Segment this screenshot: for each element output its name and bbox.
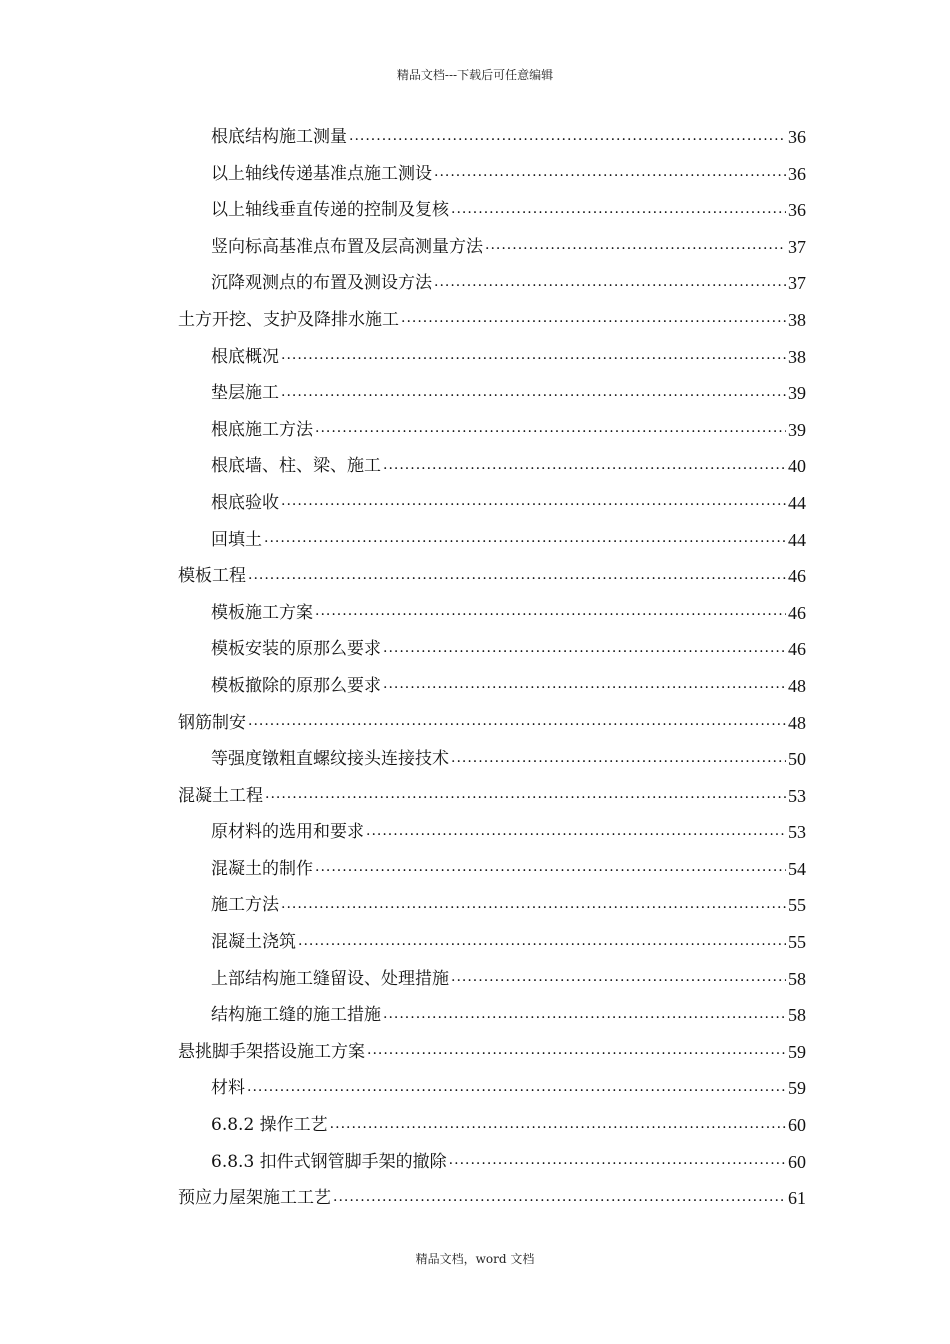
toc-entry[interactable] <box>0 1107 806 1144</box>
toc-dot-leader <box>315 594 786 632</box>
toc-entry-title: 6.8.3 扣件式钢管脚手架的撤除 <box>211 1151 447 1172</box>
toc-entry-title: 施工方法 <box>211 895 279 916</box>
toc-entry[interactable] <box>0 339 806 376</box>
toc-dot-leader <box>315 850 786 888</box>
toc-entry-title: 模板施工方案 <box>211 602 313 623</box>
toc-entry-title: 以上轴线传递基准点施工测设 <box>211 163 432 184</box>
toc-entry-page-number: 44 <box>788 492 806 513</box>
toc-entry-title: 垫层施工 <box>211 383 279 404</box>
page-header: 精品文档---下载后可任意编辑 <box>396 68 554 82</box>
toc-entry[interactable] <box>0 705 806 742</box>
toc-dot-leader <box>366 814 786 852</box>
toc-entry-title: 等强度镦粗直螺纹接头连接技术 <box>211 749 449 770</box>
toc-entry-title: 原材料的选用和要求 <box>211 822 364 843</box>
toc-entry[interactable] <box>0 1034 806 1071</box>
toc-entry-page-number: 46 <box>788 639 806 660</box>
toc-entry-title: 悬挑脚手架搭设施工方案 <box>178 1041 365 1062</box>
toc-dot-leader <box>401 301 786 339</box>
toc-entry-page-number: 46 <box>788 566 806 587</box>
toc-dot-leader <box>281 338 786 376</box>
toc-dot-leader <box>248 558 786 596</box>
toc-dot-leader <box>333 1180 786 1218</box>
toc-dot-leader <box>451 741 786 779</box>
toc-entry-page-number: 55 <box>788 932 806 953</box>
toc-entry-page-number: 53 <box>788 822 806 843</box>
toc-entry-title: 材料 <box>211 1078 245 1099</box>
toc-entry-title: 模板安装的原那么要求 <box>211 639 381 660</box>
toc-entry-title: 沉降观测点的布置及测设方法 <box>211 273 432 294</box>
toc-entry-page-number: 39 <box>788 383 806 404</box>
toc-entry-title: 根底施工方法 <box>211 419 313 440</box>
toc-entry-page-number: 38 <box>788 346 806 367</box>
toc-dot-leader <box>485 228 786 266</box>
toc-entry[interactable] <box>0 156 806 193</box>
toc-dot-leader <box>264 521 786 559</box>
toc-entry[interactable] <box>0 778 806 815</box>
toc-dot-leader <box>281 484 786 522</box>
toc-entry-page-number: 54 <box>788 858 806 879</box>
toc-entry-page-number: 59 <box>788 1078 806 1099</box>
toc-entry-page-number: 48 <box>788 675 806 696</box>
toc-entry-title: 上部结构施工缝留设、处理措施 <box>211 968 449 989</box>
toc-entry-page-number: 36 <box>788 163 806 184</box>
toc-entry[interactable] <box>0 814 806 851</box>
toc-entry[interactable] <box>0 668 806 705</box>
toc-entry[interactable] <box>0 522 806 559</box>
toc-entry-page-number: 58 <box>788 1005 806 1026</box>
toc-entry-page-number: 36 <box>788 200 806 221</box>
toc-entry[interactable] <box>0 741 806 778</box>
toc-dot-leader <box>383 997 786 1035</box>
toc-dot-leader <box>298 924 786 962</box>
page-footer: 精品文档，word 文档 <box>415 1252 535 1266</box>
toc-entry[interactable] <box>0 412 806 449</box>
toc-dot-leader <box>383 448 786 486</box>
toc-entry-page-number: 37 <box>788 236 806 257</box>
toc-entry-title: 根底概况 <box>211 346 279 367</box>
toc-entry-page-number: 61 <box>788 1188 806 1209</box>
toc-entry-page-number: 48 <box>788 712 806 733</box>
toc-entry[interactable] <box>0 924 806 961</box>
toc-entry-page-number: 58 <box>788 968 806 989</box>
toc-entry[interactable] <box>0 448 806 485</box>
toc-entry[interactable] <box>0 631 806 668</box>
toc-dot-leader <box>330 1107 786 1145</box>
toc-entry-title: 模板工程 <box>178 566 246 587</box>
toc-entry-page-number: 40 <box>788 456 806 477</box>
toc-entry[interactable] <box>0 302 806 339</box>
toc-entry[interactable] <box>0 595 806 632</box>
toc-entry-title: 根底结构施工测量 <box>211 127 347 147</box>
toc-entry-title: 预应力屋架施工工艺 <box>178 1188 331 1209</box>
toc-entry-title: 混凝土工程 <box>178 785 263 806</box>
toc-entry-page-number: 50 <box>788 749 806 770</box>
toc-entry[interactable] <box>0 1144 806 1181</box>
toc-entry-page-number: 60 <box>788 1115 806 1136</box>
toc-dot-leader <box>315 411 786 449</box>
toc-entry-title: 混凝土浇筑 <box>211 932 296 953</box>
toc-entry-page-number: 36 <box>788 127 806 147</box>
toc-entry-title: 以上轴线垂直传递的控制及复核 <box>211 200 449 221</box>
toc-entry-title: 6.8.2 操作工艺 <box>211 1115 328 1136</box>
table-of-contents <box>0 119 950 1217</box>
toc-entry[interactable] <box>0 1070 806 1107</box>
toc-entry[interactable] <box>0 558 806 595</box>
toc-entry-title: 结构施工缝的施工措施 <box>211 1005 381 1026</box>
toc-entry-title: 竖向标高基准点布置及层高测量方法 <box>211 236 483 257</box>
toc-entry[interactable] <box>0 265 806 302</box>
toc-entry-page-number: 38 <box>788 309 806 330</box>
toc-entry-title: 根底验收 <box>211 492 279 513</box>
toc-dot-leader <box>451 960 786 998</box>
toc-dot-leader <box>349 119 786 157</box>
toc-entry-title: 模板撤除的原那么要求 <box>211 675 381 696</box>
toc-entry-title: 土方开挖、支护及降排水施工 <box>178 309 399 330</box>
toc-entry-page-number: 39 <box>788 419 806 440</box>
toc-dot-leader <box>281 375 786 413</box>
toc-entry-page-number: 55 <box>788 895 806 916</box>
toc-entry[interactable] <box>0 851 806 888</box>
toc-entry-title: 根底墙、柱、梁、施工 <box>211 456 381 477</box>
toc-entry-page-number: 44 <box>788 529 806 550</box>
toc-dot-leader <box>434 155 786 193</box>
toc-dot-leader <box>449 1143 786 1181</box>
toc-dot-leader <box>247 1070 786 1108</box>
toc-dot-leader <box>383 667 786 705</box>
toc-dot-leader <box>451 192 786 230</box>
toc-entry-page-number: 46 <box>788 602 806 623</box>
toc-dot-leader <box>367 1033 786 1071</box>
toc-entry[interactable] <box>0 997 806 1034</box>
toc-entry[interactable] <box>0 1180 806 1217</box>
toc-entry[interactable] <box>0 887 806 924</box>
toc-entry-title: 钢筋制安 <box>178 712 246 733</box>
toc-dot-leader <box>383 631 786 669</box>
toc-dot-leader <box>248 704 786 742</box>
toc-dot-leader <box>281 887 786 925</box>
toc-entry-title: 混凝土的制作 <box>211 858 313 879</box>
toc-dot-leader <box>434 265 786 303</box>
toc-entry[interactable] <box>0 375 806 412</box>
toc-entry-page-number: 37 <box>788 273 806 294</box>
toc-entry[interactable] <box>0 485 806 522</box>
toc-entry[interactable] <box>0 192 806 229</box>
toc-entry-page-number: 60 <box>788 1151 806 1172</box>
toc-entry[interactable] <box>0 961 806 998</box>
toc-entry-page-number: 59 <box>788 1041 806 1062</box>
toc-entry-title: 回填土 <box>211 529 262 550</box>
toc-entry-page-number: 53 <box>788 785 806 806</box>
toc-entry[interactable] <box>0 119 806 156</box>
toc-dot-leader <box>265 777 786 815</box>
toc-entry[interactable] <box>0 229 806 266</box>
